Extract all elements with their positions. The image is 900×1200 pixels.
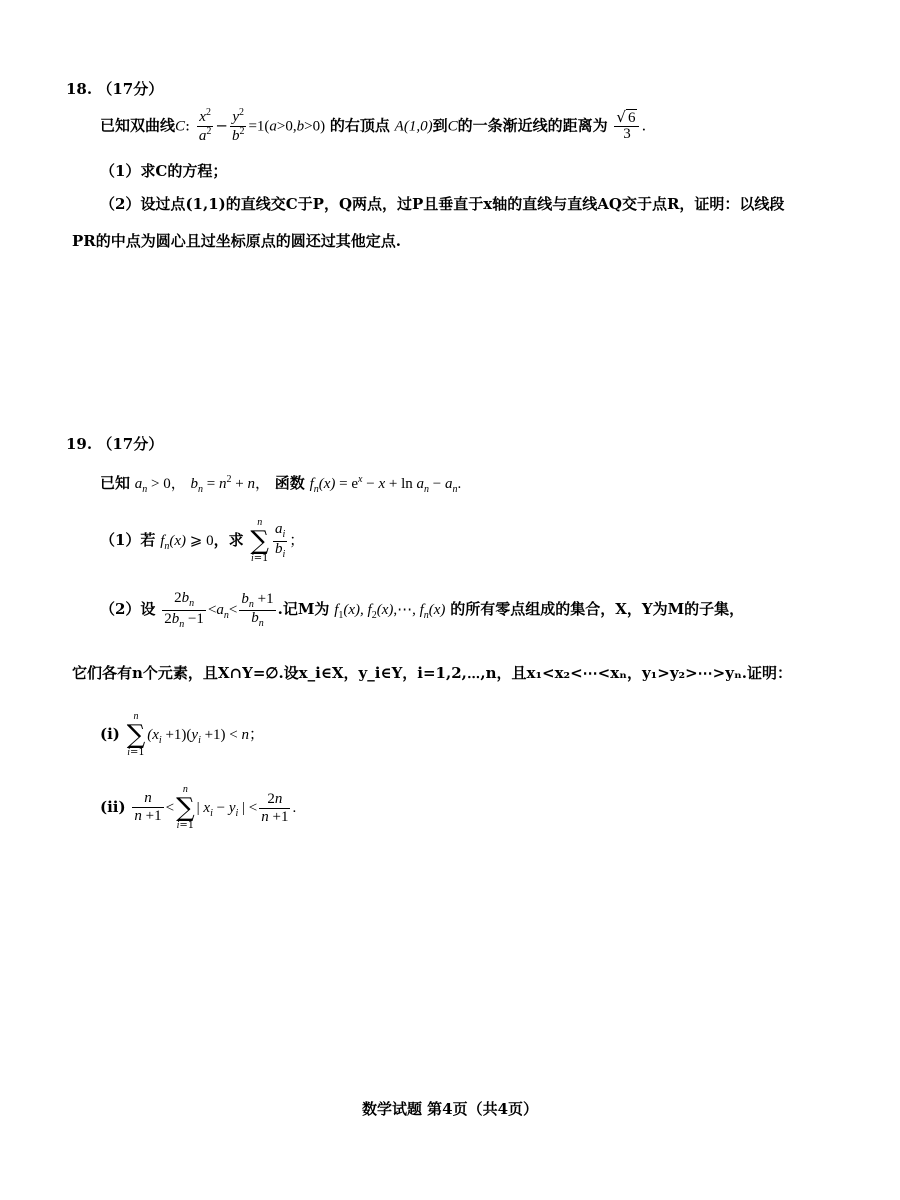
q18-part1: （1）求C的方程；	[100, 162, 228, 180]
q19-header: 19. （17分）	[66, 435, 164, 453]
page-footer: 数学试题 第4页（共4页）	[361, 1100, 539, 1118]
q19-part2: （2）设 $\frac{2b_n}{2b_n -1}$ $<a_n<$ $\frac{b_n +1}{b_n}$ .记M为 $f_1(x)$, $f_2(x),\cdots$, $f_n(x)$ 的所有零点组成的集合，X，Y为M的子集，	[100, 590, 745, 630]
q18-stem: 已知双曲线C: $\frac{x^2}{a^2}$ − $\frac{y^2}{b^2}$ =1(a>0,b>0) 的右顶点 A(1,0)到C的一条渐近线的距离为 $\frac{√ 6}{3}$ .	[100, 107, 647, 144]
q19-sub-i: (i) n ∑ i=1 $(x_i +1)(y_i +1) < n$；	[100, 711, 265, 758]
q18-part2-line2: PR的中点为圆心且过坐标原点的圆还过其他定点.	[72, 232, 401, 250]
q19-part2-line2: 它们各有n个元素，且X∩Y=∅.设x_i∈X，y_i∈Y，i=1,2,⋯,n，且x₁<x₂<⋯<xₙ，y₁>y₂>⋯>yₙ.证明：	[72, 664, 792, 682]
q19-sub-ii: (ii) $\frac{n}{n +1}$ < n ∑ i=1 | $x_i - y_i$ | < $\frac{2n}{n +1}$ .	[100, 784, 297, 831]
q19-part1: （1）若 $f_n(x)$ ⩾ 0，求 n ∑ i=1 $\frac{a_i}{b_i}$ ；	[100, 517, 305, 564]
q18-part2-line1: （2）设过点(1,1)的直线交C于P，Q两点，过P且垂直于x轴的直线与直线AQ交于点R，证明：以线段	[100, 195, 785, 213]
q19-stem: 已知 $a_n > 0$， $b_n = n^2 + n$， 函数 $f_n(x) = e^x - x + \ln a_n - a_n$.	[100, 474, 462, 495]
q18-header: 18. （17分）	[66, 80, 164, 98]
